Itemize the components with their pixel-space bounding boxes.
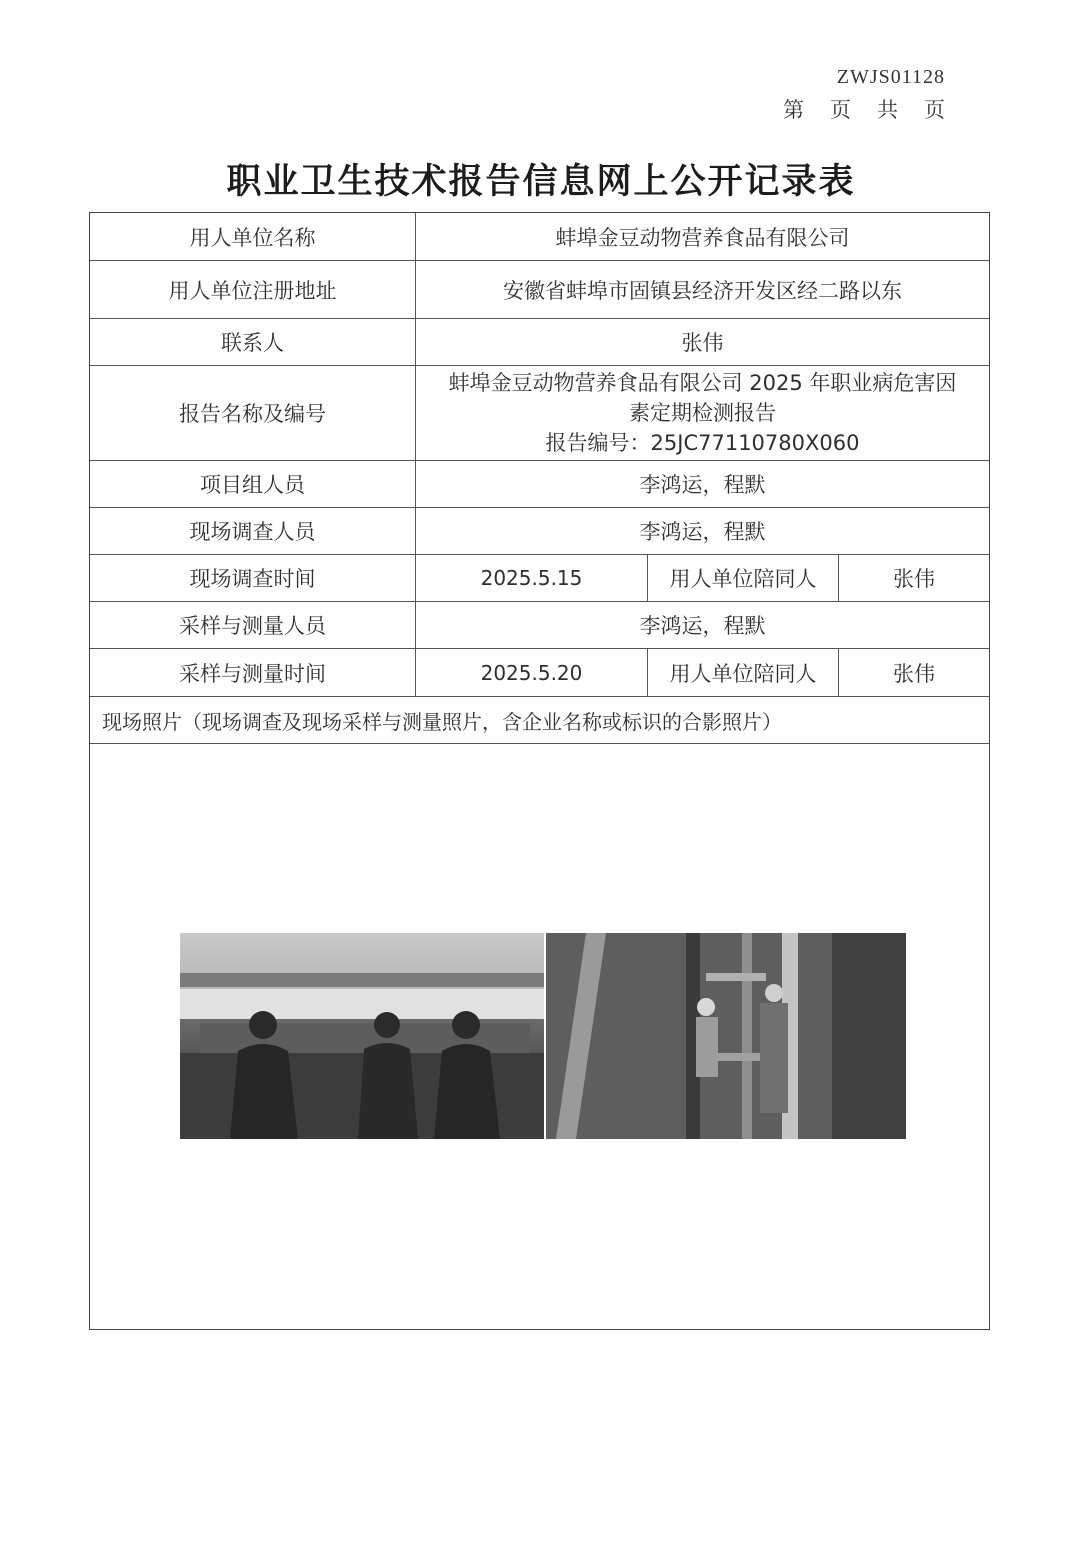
table-row-employer-name: [90, 213, 989, 261]
survey-staff-label: 现场调查人员: [90, 508, 416, 554]
sampling-time-label: 采样与测量时间: [90, 649, 416, 696]
employer-name-label: 用人单位名称: [90, 213, 416, 260]
table-row-photos-caption: [90, 697, 989, 744]
document-title: 职业卫生技术报告信息网上公开记录表: [226, 162, 856, 202]
table-row-survey-time: [90, 555, 989, 602]
survey-time-label: 现场调查时间: [90, 555, 416, 601]
site-photo-workshop: [546, 933, 906, 1139]
sampling-staff-label: 采样与测量人员: [90, 602, 416, 648]
page-numbering-word: 页: [924, 98, 945, 122]
sampling-escort-label: 用人单位陪同人: [648, 649, 839, 696]
report-name-line: 蚌埠金豆动物营养食品有限公司 2025 年职业病危害因: [448, 371, 957, 395]
site-photo-office-image: [180, 933, 544, 1139]
table-row-team: [90, 461, 989, 508]
page-numbering-word: 页: [830, 98, 851, 122]
table-row-survey-staff: [90, 508, 989, 555]
page-numbering: [757, 94, 945, 124]
sampling-escort-value: 张伟: [893, 661, 935, 686]
survey-escort-value: 张伟: [893, 567, 935, 591]
page-numbering-word: 共: [877, 98, 898, 122]
table-row-report: [90, 366, 989, 461]
record-table: [89, 212, 990, 1330]
table-row-address: [90, 261, 989, 319]
site-photo-workshop-image: [546, 933, 906, 1139]
team-label: 项目组人员: [90, 461, 416, 507]
report-name-line: 素定期检测报告: [629, 401, 776, 425]
page-numbering-word: 第: [783, 98, 804, 122]
sampling-time-value: 2025.5.20: [416, 649, 648, 696]
sampling-staff-value: 李鸿运，程默: [639, 614, 766, 638]
address-value: 安徽省蚌埠市固镇县经济开发区经二路以东: [503, 278, 902, 303]
survey-staff-value: 李鸿运，程默: [639, 520, 766, 544]
table-row-sampling-staff: [90, 602, 989, 649]
report-label: 报告名称及编号: [90, 366, 416, 460]
site-photo-office: [180, 933, 544, 1139]
address-label: 用人单位注册地址: [90, 261, 416, 318]
survey-time-value: 2025.5.15: [416, 555, 648, 601]
table-row-sampling-time: [90, 649, 989, 697]
contact-label: 联系人: [90, 319, 416, 365]
team-value: 李鸿运，程默: [639, 473, 766, 497]
report-number: 报告编号：25JC77110780X060: [545, 431, 860, 455]
photos-caption: 现场照片（现场调查及现场采样与测量照片，含企业名称或标识的合影照片）: [102, 709, 782, 734]
table-row-contact: [90, 319, 989, 366]
site-photos: [180, 933, 906, 1139]
survey-escort-label: 用人单位陪同人: [648, 555, 839, 601]
employer-name-value: 蚌埠金豆动物营养食品有限公司: [555, 225, 850, 250]
contact-value: 张伟: [681, 331, 724, 355]
report-value: [416, 366, 989, 460]
document-code: ZWJS01128: [836, 66, 945, 88]
